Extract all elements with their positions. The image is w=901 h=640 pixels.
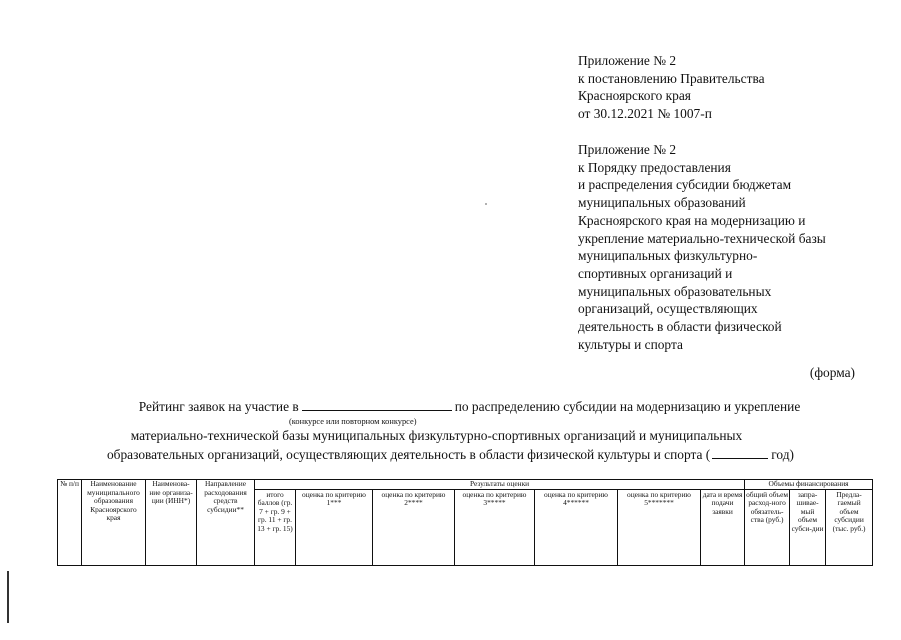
rating-table [57,479,873,566]
column-group-results: Результаты оценки [255,480,745,490]
blank-hint: (конкурсе или повторном конкурсе) [289,417,417,426]
appendix-line: Красноярского края [578,88,691,104]
column-header-submission-time: дата и время подачи заявки [701,489,745,565]
title-text: образовательных организаций, осуществляющих деятельность в области физической культуры и спорта ( [106,447,711,462]
appendix-line: муниципальных образовательных [578,283,772,299]
appendix-line: организаций, осуществляющих [578,301,758,317]
form-label: (форма) [809,365,855,380]
table-header-group-row [58,480,873,490]
column-group-financing: Объемы финансирования [745,480,873,490]
competition-type-blank[interactable] [302,398,452,411]
document-title-line-2: материально-технической базы муниципальных физкультурно-спортивных организаций и муниципальных [130,428,743,443]
column-header-criterion-5: оценка по критерию 5******* [618,489,701,565]
column-header-organization: Наименова-ние организа-ции (ИНН*) [146,480,197,566]
column-header-proposed: Предла-гаемый объем субсидии (тыс. руб.) [826,489,873,565]
appendix-line: деятельность в области физической [578,319,782,335]
column-header-criterion-4: оценка по критерию 4****** [535,489,618,565]
appendix-line: и распределения субсидии бюджетам [578,177,792,193]
appendix-line: к Порядку предоставления [578,159,731,175]
column-header-criterion-3: оценка по критерию 3***** [455,489,535,565]
appendix-line: Красноярского края на модернизацию и [578,212,806,228]
column-header-municipality: Наименование муниципального образования Красноярского края [82,480,146,566]
appendix-line: Приложение № 2 [578,53,677,68]
column-header-direction: Направление расходования средств субсидии** [197,480,255,566]
title-text: год) [771,447,795,462]
appendix-government-decree [578,52,878,123]
document-title-line-1 [19,398,901,415]
appendix-line: укрепление материально-технической базы [578,230,826,246]
title-text: по распределению субсидии на модернизацию и укрепление [454,399,801,414]
appendix-line: муниципальных физкультурно- [578,248,758,264]
appendix-line: спортивных организаций и [578,265,733,281]
column-header-total-score: итого баллов (гр. 7 + гр. 9 + гр. 11 + гр. 13 + гр. 15) [255,489,296,565]
appendix-line: к постановлению Правительства [578,70,765,86]
title-text: Рейтинг заявок на участие в [138,399,299,414]
scan-speck [485,203,487,205]
appendix-line: муниципальных образований [578,195,746,211]
column-header-total-expense: общий объем расход-ного обязатель-ства (руб.) [745,489,790,565]
scan-edge-mark [7,571,9,623]
document-title-line-3 [0,446,901,463]
column-header-criterion-2: оценка по критерию 2**** [373,489,455,565]
appendix-procedure [578,141,878,353]
column-header-requested: запра-шивае-мый объем субси-дии [790,489,826,565]
appendix-line: Приложение № 2 [578,142,677,157]
year-blank[interactable] [712,446,768,459]
column-header-num: № п/п [58,480,82,566]
column-header-criterion-1: оценка по критерию 1*** [296,489,373,565]
appendix-line: культуры и спорта [578,336,683,352]
appendix-line: от 30.12.2021 № 1007-п [578,106,712,122]
